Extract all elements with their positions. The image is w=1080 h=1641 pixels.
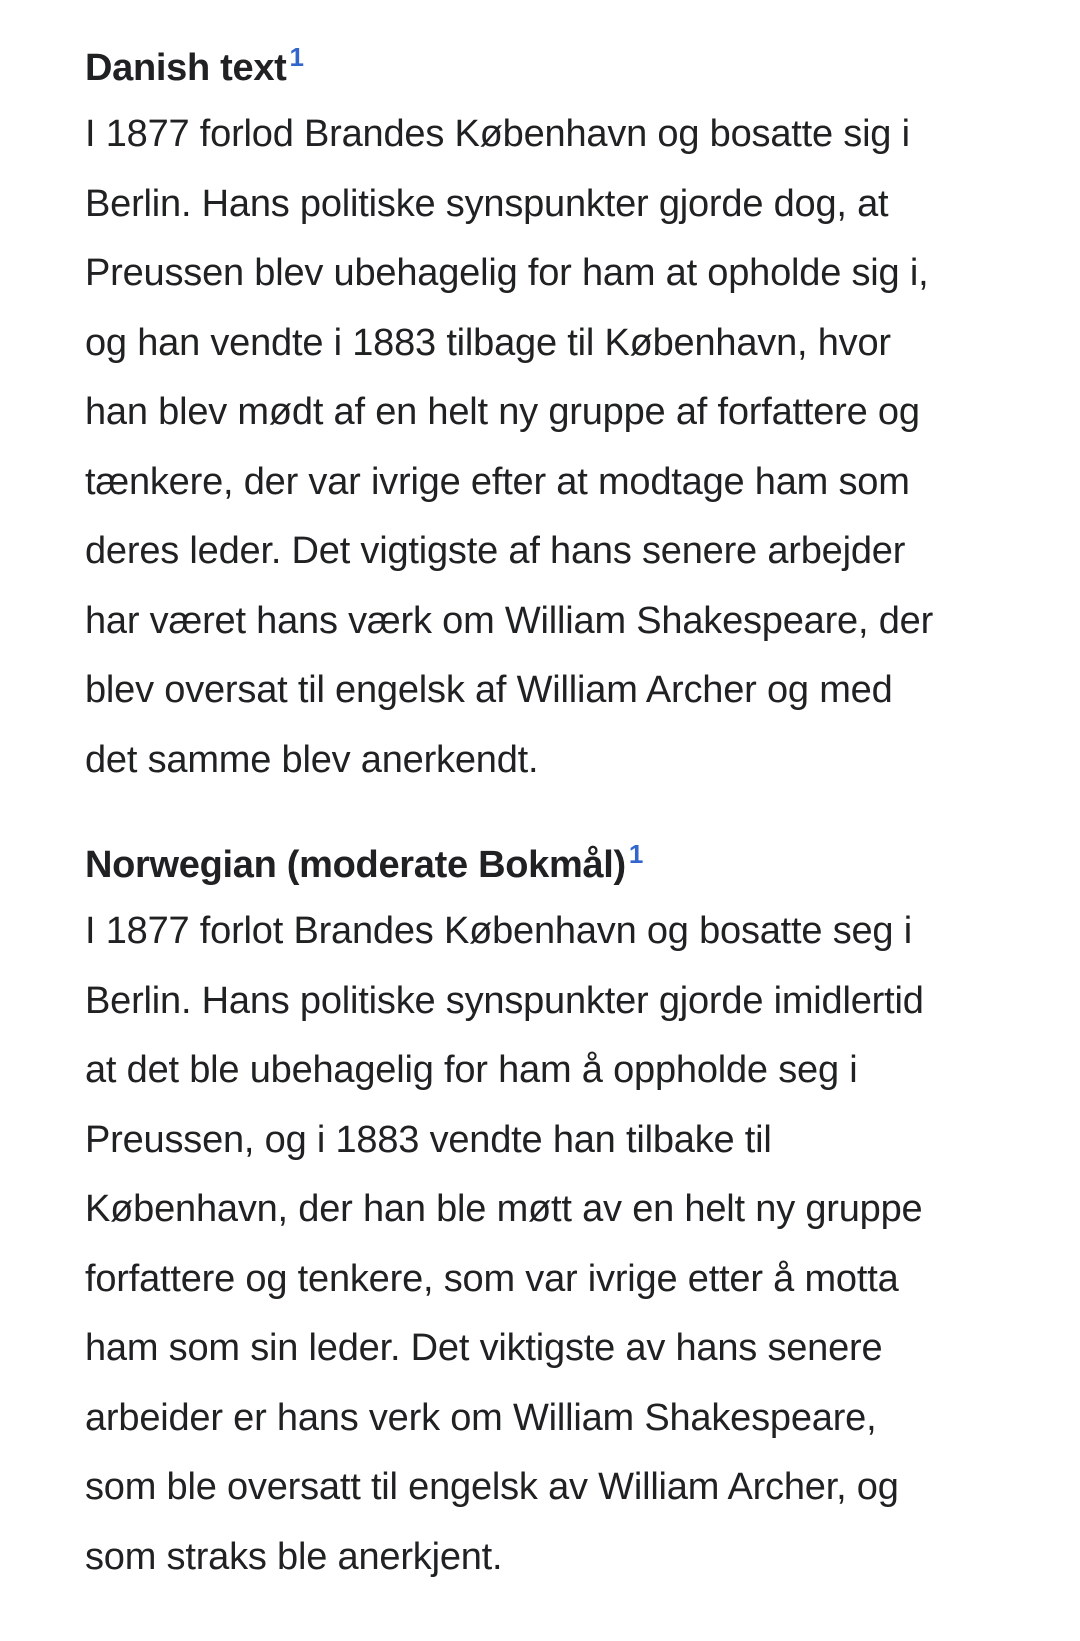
paragraph-line: arbeider er hans verk om William Shakespeare, bbox=[85, 1396, 877, 1439]
footnote-link[interactable]: 1 bbox=[628, 839, 644, 870]
norwegian-section bbox=[85, 833, 1020, 1592]
paragraph-line: Preussen, og i 1883 vendte han tilbake til bbox=[85, 1118, 772, 1161]
paragraph-line: Berlin. Hans politiske synspunkter gjorde imidlertid bbox=[85, 979, 924, 1022]
paragraph-line: og han vendte i 1883 tilbage til København, hvor bbox=[85, 321, 891, 364]
paragraph-line: som straks ble anerkjent. bbox=[85, 1535, 503, 1578]
paragraph-line: I 1877 forlot Brandes København og bosatte seg i bbox=[85, 910, 912, 952]
paragraph-line: har været hans værk om William Shakespeare, der bbox=[85, 599, 934, 642]
danish-section bbox=[85, 36, 1020, 795]
paragraph-line: København, der han ble møtt av en helt ny gruppe bbox=[85, 1188, 923, 1230]
paragraph-line: som ble oversatt til engelsk av William Archer, og bbox=[85, 1466, 899, 1508]
section-heading bbox=[85, 833, 1020, 897]
paragraph-line: blev oversat til engelsk af William Archer og med bbox=[85, 669, 893, 711]
section-heading bbox=[85, 36, 1020, 100]
paragraph-line: det samme blev anerkendt. bbox=[85, 738, 539, 781]
section-paragraph bbox=[85, 897, 1020, 1592]
paragraph-line: at det ble ubehagelig for ham å oppholde seg i bbox=[85, 1049, 858, 1091]
paragraph-line: han blev mødt af en helt ny gruppe af forfattere og bbox=[85, 391, 920, 433]
paragraph-line: Preussen blev ubehagelig for ham at opholde sig i, bbox=[85, 252, 929, 294]
footnote-link[interactable]: 1 bbox=[289, 42, 304, 73]
section-heading-text: Norwegian (moderate Bokmål) bbox=[85, 844, 626, 886]
section-paragraph bbox=[85, 100, 1020, 795]
section-heading-text: Danish text bbox=[85, 47, 287, 89]
paragraph-line: forfattere og tenkere, som var ivrige etter å motta bbox=[85, 1257, 899, 1300]
paragraph-line: Berlin. Hans politiske synspunkter gjorde dog, at bbox=[85, 182, 889, 225]
paragraph-line: deres leder. Det vigtigste af hans senere arbejder bbox=[85, 530, 906, 572]
paragraph-line: tænkere, der var ivrige efter at modtage ham som bbox=[85, 460, 910, 503]
paragraph-line: ham som sin leder. Det viktigste av hans senere bbox=[85, 1327, 883, 1369]
paragraph-line: I 1877 forlod Brandes København og bosatte sig i bbox=[85, 113, 910, 155]
